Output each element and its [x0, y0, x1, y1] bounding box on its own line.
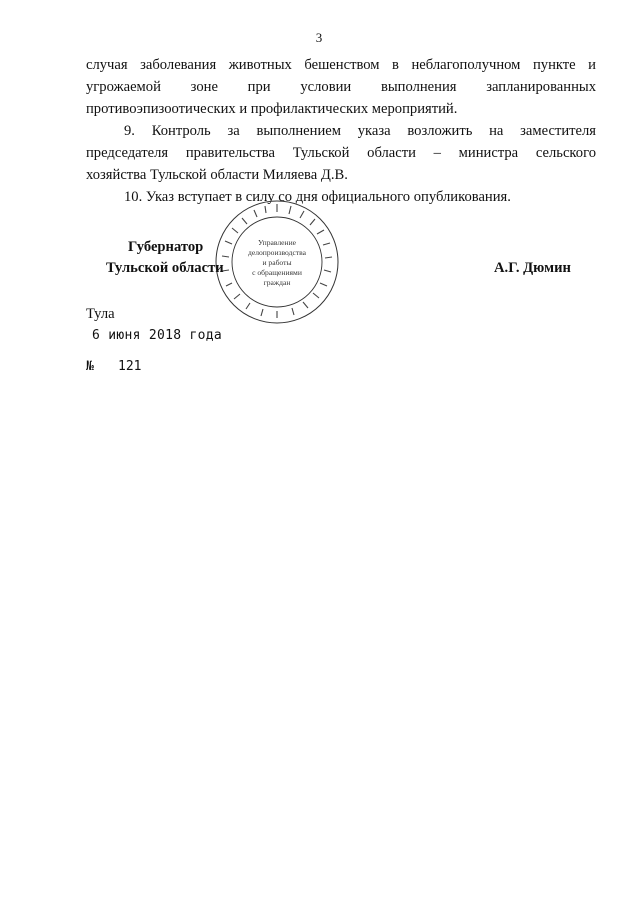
decree-number-label: №	[86, 359, 94, 374]
place-of-signing: Тула	[86, 306, 115, 322]
stamp-line: с обращениями	[252, 268, 302, 277]
stamp-line: делопроизводства	[247, 248, 307, 257]
signatory-name: А.Г. Дюмин	[494, 260, 571, 276]
text-line: 10. Указ вступает в силу со дня официального опубликования.	[124, 189, 511, 205]
stamp-line: граждан	[263, 278, 291, 287]
paragraph-item-10	[86, 186, 596, 208]
text-line: 9. Контроль за выполнением указа возложить на заместителя	[124, 123, 596, 139]
decree-number: 121	[118, 359, 142, 374]
signatory-title-line1: Губернатор	[128, 239, 204, 255]
text-line: угрожаемой зоне при условии выполнения запланированных	[86, 79, 596, 95]
paragraph-continuation	[86, 54, 596, 120]
text-line: председателя правительства Тульской области – министра сельского	[86, 145, 596, 161]
stamp-line: Управление	[257, 238, 297, 247]
stamp-center-text	[248, 238, 307, 287]
text-line: хозяйства Тульской области Миляева Д.В.	[86, 167, 348, 183]
stamp-line: и работы	[262, 258, 292, 267]
signatory-title-line2: Тульской области	[106, 260, 224, 276]
official-stamp	[213, 198, 341, 326]
text-line: случая заболевания животных бешенством в неблагополучном пункте и	[86, 57, 596, 73]
paragraph-item-9	[86, 120, 596, 186]
decree-body	[86, 54, 596, 208]
decree-date: 6 июня 2018 года	[92, 328, 223, 343]
page-number: 3	[315, 30, 323, 45]
text-line: противоэпизоотических и профилактических мероприятий.	[86, 101, 458, 117]
